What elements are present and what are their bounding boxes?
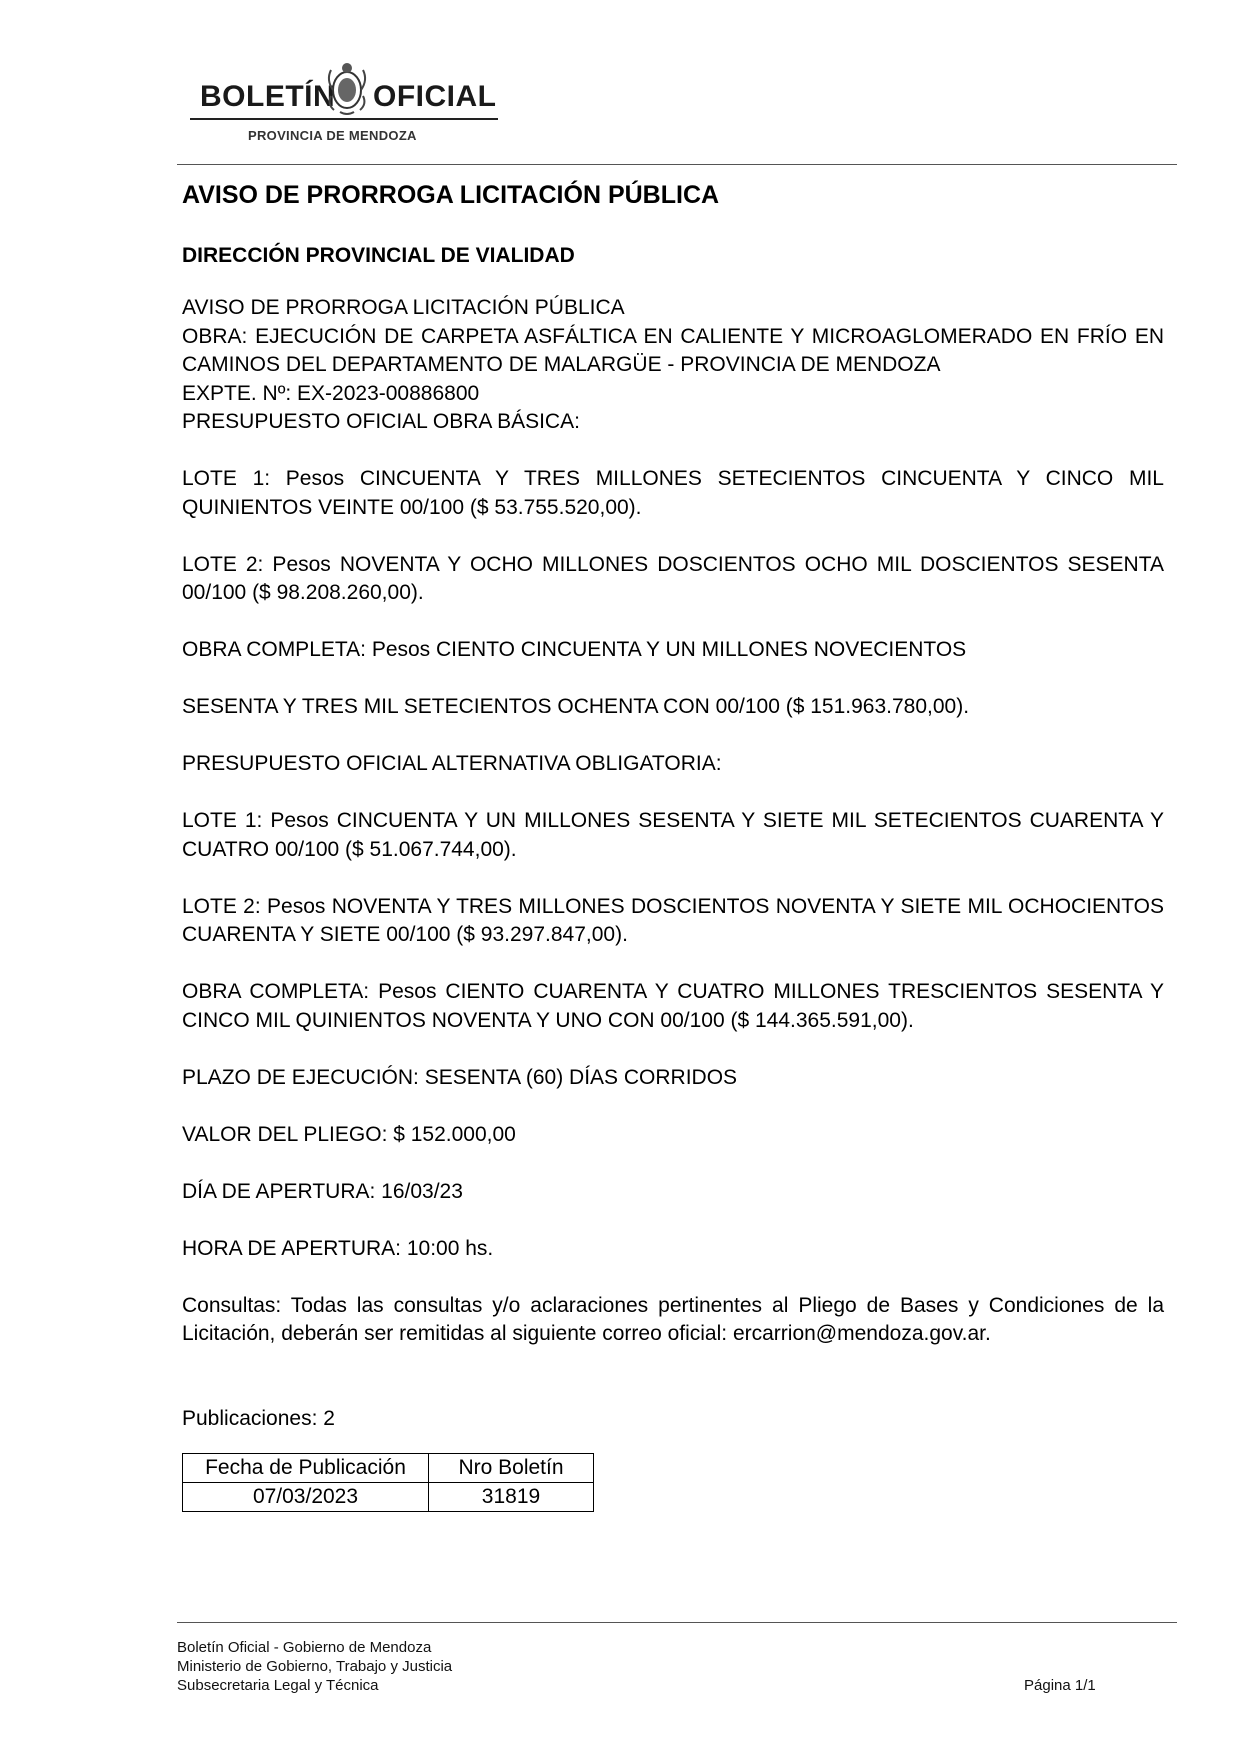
plazo-ejecucion: PLAZO DE EJECUCIÓN: SESENTA (60) DÍAS CORRIDOS: [182, 1065, 738, 1089]
footer: [177, 1638, 452, 1695]
table-header-row: [183, 1453, 594, 1482]
basica-lote-1: LOTE 1: Pesos CINCUENTA Y TRES MILLONES SETECIENTOS CINCUENTA Y CINCO MIL QUINIENTOS VEINTE 00/100 ($ 53.755.520,00).: [182, 467, 1164, 519]
column-header-nro: Nro Boletín: [429, 1453, 594, 1482]
mendoza-seal-icon: [322, 60, 372, 116]
intro-block: [182, 294, 1164, 437]
consultas-text: Consultas: Todas las consultas y/o aclaraciones pertinentes al Pliego de Bases y Condiciones de la Licitación, deberán ser remitidas al siguiente correo oficial: ercarrion@mendoza.gov.ar.: [182, 1293, 1164, 1345]
page-number: Página 1/1: [1024, 1677, 1096, 1694]
basica-obra-completa-a: OBRA COMPLETA: Pesos CIENTO CINCUENTA Y UN MILLONES NOVECIENTOS: [182, 638, 967, 661]
hora-apertura: HORA DE APERTURA: 10:00 hs.: [182, 1236, 494, 1260]
logo-subtitle: PROVINCIA DE MENDOZA: [248, 128, 417, 143]
issuing-agency: DIRECCIÓN PROVINCIAL DE VIALIDAD: [182, 244, 575, 267]
footer-divider: [177, 1622, 1177, 1623]
obra-description: OBRA: EJECUCIÓN DE CARPETA ASFÁLTICA EN CALIENTE Y MICROAGLOMERADO EN FRÍO EN CAMINOS DEL DEPARTAMENTO DE MALARGÜE - PROVINCIA DE MENDOZA: [182, 324, 1164, 376]
intro-line: AVISO DE PRORROGA LICITACIÓN PÚBLICA: [182, 296, 625, 319]
cell-fecha: 07/03/2023: [183, 1482, 429, 1511]
logo-divider: [190, 118, 498, 120]
footer-line-2: Ministerio de Gobierno, Trabajo y Justicia: [177, 1658, 453, 1675]
cell-nro: 31819: [429, 1482, 594, 1511]
header-divider: [177, 164, 1177, 165]
alternativa-heading: PRESUPUESTO OFICIAL ALTERNATIVA OBLIGATORIA:: [182, 752, 722, 775]
expediente-number: EXPTE. Nº: EX-2023-00886800: [182, 381, 480, 405]
publicaciones-section: [182, 1405, 1164, 1512]
logo-text-oficial: OFICIAL: [373, 80, 497, 113]
notice-body: [182, 294, 1164, 1349]
alternativa-lote-1: LOTE 1: Pesos CINCUENTA Y UN MILLONES SESENTA Y SIETE MIL SETECIENTOS CUARENTA Y CUATRO 00/100 ($ 51.067.744,00).: [182, 809, 1164, 861]
notice-content: [182, 178, 1164, 1512]
table-row: [183, 1482, 594, 1511]
publicaciones-table: [182, 1453, 594, 1512]
presupuesto-basica-heading: PRESUPUESTO OFICIAL OBRA BÁSICA:: [182, 410, 580, 433]
valor-pliego: VALOR DEL PLIEGO: $ 152.000,00: [182, 1122, 516, 1146]
boletin-oficial-logo: [190, 58, 500, 148]
dia-apertura: DÍA DE APERTURA: 16/03/23: [182, 1179, 463, 1203]
notice-title: AVISO DE PRORROGA LICITACIÓN PÚBLICA: [182, 181, 720, 209]
basica-lote-2: LOTE 2: Pesos NOVENTA Y OCHO MILLONES DOSCIENTOS OCHO MIL DOSCIENTOS SESENTA 00/100 ($ 98.208.260,00).: [182, 552, 1164, 604]
alternativa-lote-2: LOTE 2: Pesos NOVENTA Y TRES MILLONES DOSCIENTOS NOVENTA Y SIETE MIL OCHOCIENTOS CUARENTA Y SIETE 00/100 ($ 93.297.847,00).: [182, 894, 1164, 946]
footer-line-3: Subsecretaria Legal y Técnica: [177, 1677, 379, 1694]
basica-obra-completa-b: SESENTA Y TRES MIL SETECIENTOS OCHENTA CON 00/100 ($ 151.963.780,00).: [182, 695, 970, 718]
publicaciones-count: Publicaciones: 2: [182, 1406, 335, 1430]
column-header-fecha: Fecha de Publicación: [183, 1453, 429, 1482]
logo-text-boletin: BOLETÍN: [200, 80, 336, 113]
alternativa-obra-completa: OBRA COMPLETA: Pesos CIENTO CUARENTA Y CUATRO MILLONES TRESCIENTOS SESENTA Y CINCO MIL QUINIENTOS NOVENTA Y UNO CON 00/100 ($ 144.365.591,00).: [182, 980, 1164, 1032]
footer-line-1: Boletín Oficial - Gobierno de Mendoza: [177, 1639, 432, 1656]
